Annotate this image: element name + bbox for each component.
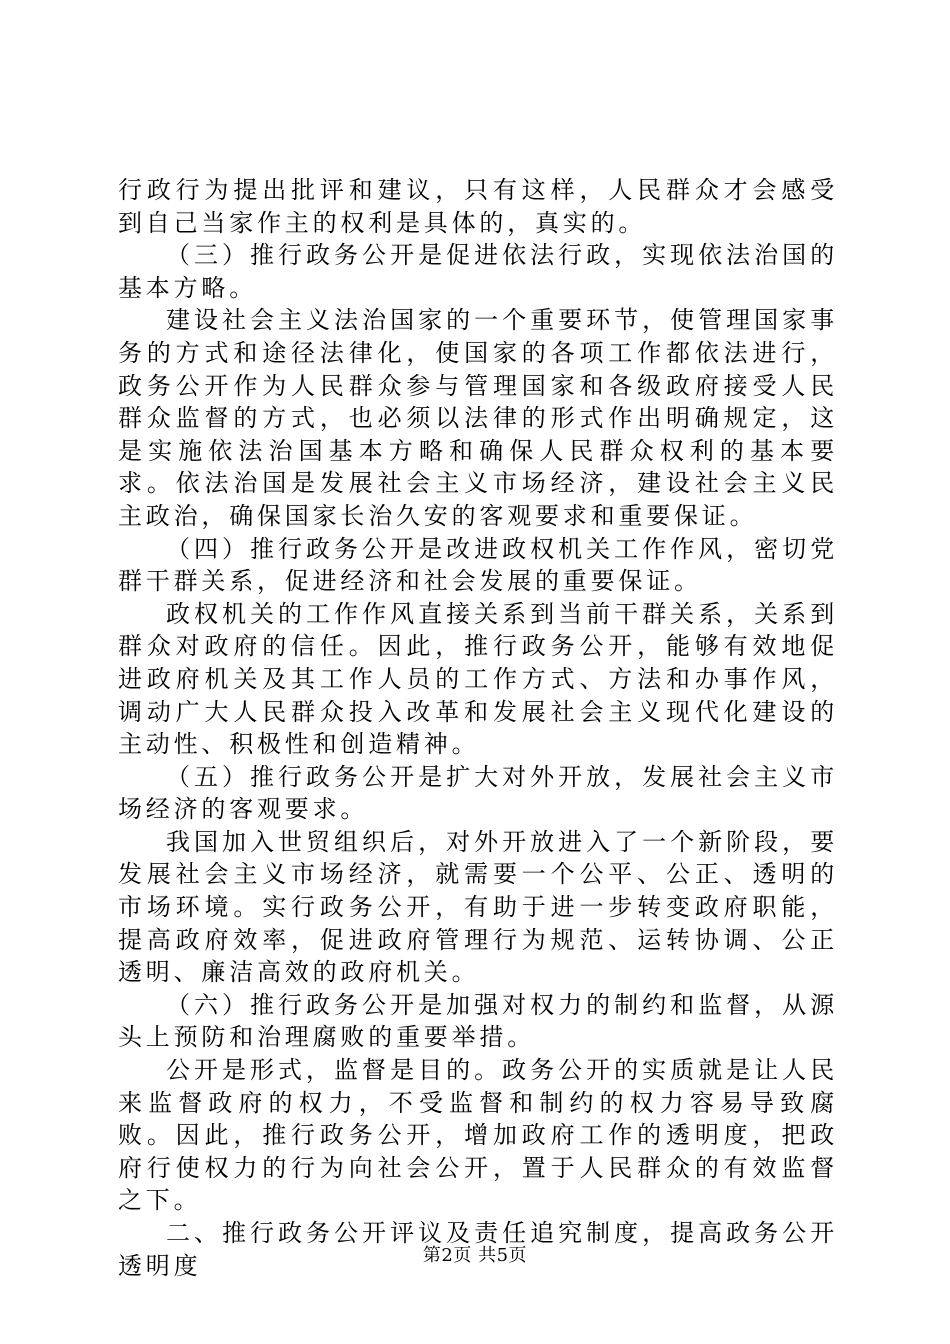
paragraph: 政权机关的工作作风直接关系到当前干群关系，关系到群众对政府的信任。因此，推行政务公开，能够有效地促进政府机关及其工作人员的工作方式、方法和办事作风，调动广大人民群众投入改革和发展社会主义现代化建设的主动性、积极性和创造精神。 <box>118 599 838 759</box>
section-heading-4: （四）推行政务公开是改进政权机关工作作风，密切党群干群关系，促进经济和社会发展的重要保证。 <box>118 534 838 596</box>
document-body <box>118 174 838 1282</box>
section-heading-5: （五）推行政务公开是扩大对外开放，发展社会主义市场经济的客观要求。 <box>118 762 838 824</box>
paragraph: 我国加入世贸组织后，对外开放进入了一个新阶段，要发展社会主义市场经济，就需要一个公平、公正、透明的市场环境。实行政务公开，有助于进一步转变政府职能，提高政府效率，促进政府管理行为规范、运转协调、公正透明、廉洁高效的政府机关。 <box>118 827 838 987</box>
paragraph-continuation: 行政行为提出批评和建议，只有这样，人民群众才会感受到自己当家作主的权利是具体的，真实的。 <box>118 176 838 237</box>
section-heading-6: （六）推行政务公开是加强对权力的制约和监督，从源头上预防和治理腐败的重要举措。 <box>118 990 838 1052</box>
chapter-heading-2: 二、推行政务公开评议及责任追究制度，提高政务公开透明度 <box>118 1219 838 1280</box>
page-number-footer: 第2页 共5页 <box>422 1245 528 1266</box>
section-heading-3: （三）推行政务公开是促进依法行政，实现依法治国的基本方略。 <box>118 241 838 302</box>
paragraph: 公开是形式，监督是目的。政务公开的实质就是让人民来监督政府的权力，不受监督和制约的权力容易导致腐败。因此，推行政务公开，增加政府工作的透明度，把政府行使权力的行为向社会公开，置于人民群众的有效监督之下。 <box>118 1056 838 1215</box>
paragraph: 建设社会主义法治国家的一个重要环节，使管理国家事务的方式和途径法律化，使国家的各项工作都依法进行，政务公开作为人民群众参与管理国家和各级政府接受人民群众监督的方式，也必须以法律的形式作出明确规定，这是实施依法治国基本方略和确保人民群众权利的基本要求。依法治国是发展社会主义市场经济，建设社会主义民主政治，确保国家长治久安的客观要求和重要保证。 <box>118 306 838 530</box>
